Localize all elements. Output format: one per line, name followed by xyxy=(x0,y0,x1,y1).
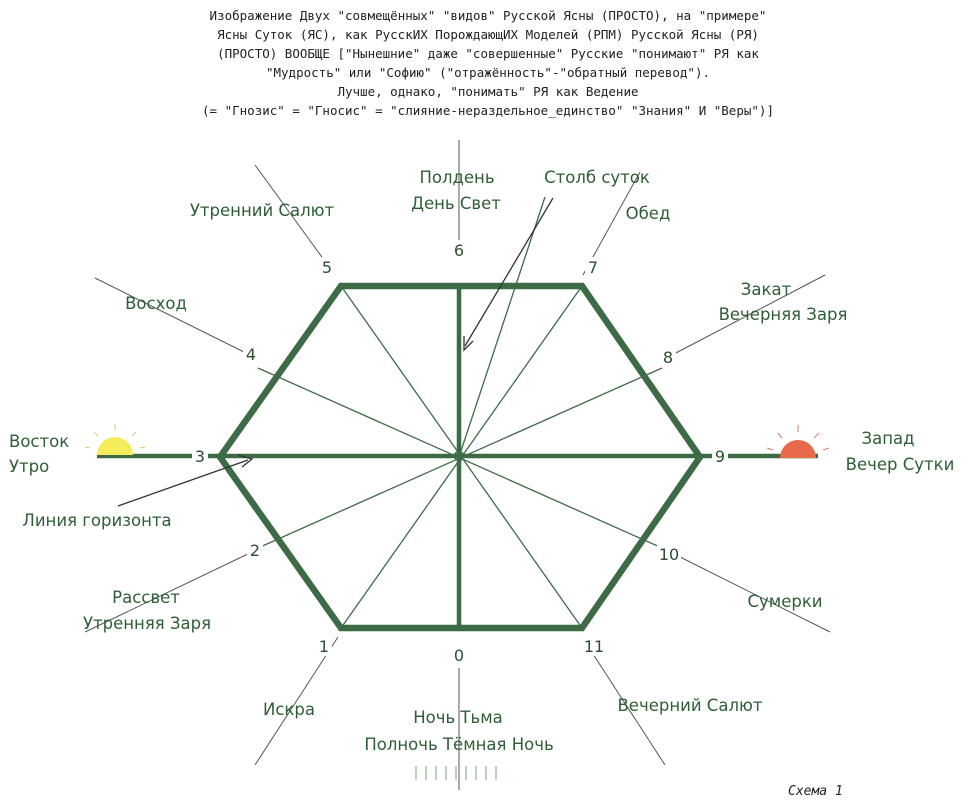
pointer-arrows xyxy=(118,198,553,506)
sun-half-disc xyxy=(780,440,816,458)
sunrise-icon xyxy=(85,424,145,455)
label-noon: Полдень xyxy=(419,168,495,187)
title-line: (= "Гнозис" = "Гносис" = "слияние-нераздельное_единство" "Знания" И "Веры")] xyxy=(202,103,774,118)
sun-half-disc xyxy=(97,437,133,455)
hour-number-4: 4 xyxy=(245,345,257,364)
sun-ray xyxy=(823,448,829,450)
sun-ray xyxy=(140,447,145,448)
label-day-light: День Свет xyxy=(411,194,501,213)
hour-number-5: 5 xyxy=(321,258,333,277)
label-sunrise: Восход xyxy=(125,294,187,313)
label-midnight: Полночь Тёмная Ночь xyxy=(364,735,554,754)
horizon-arrow-line xyxy=(118,460,248,506)
label-evening-salute: Вечерний Салют xyxy=(617,696,763,715)
hour-number-10: 10 xyxy=(658,545,680,564)
sun-ray xyxy=(767,448,773,450)
label-evening-dawn: Вечерняя Заря xyxy=(718,305,848,324)
spoke-pillar-tip xyxy=(459,197,545,457)
sun-ray xyxy=(814,433,819,438)
ray-4 xyxy=(95,278,250,355)
pillar-arrow-line xyxy=(465,198,553,346)
title-line: Ясны Суток (ЯС), как РусскИХ ПорождающИХ Моделей (РПМ) Русской Ясны (РЯ) xyxy=(217,27,759,42)
label-lunch: Обед xyxy=(625,204,671,223)
label-twilight: Сумерки xyxy=(747,592,823,611)
figure-caption: Схема 1 xyxy=(788,784,843,799)
hour-number-8: 8 xyxy=(662,348,674,367)
title-line: Изображение Двух "совмещённых" "видов" Русской Ясны (ПРОСТО), на "примере" xyxy=(209,8,767,23)
hour-number-9: 9 xyxy=(714,447,726,466)
label-evening-day: Вечер Сутки xyxy=(845,455,955,474)
label-morning-salute: Утренний Салют xyxy=(189,201,335,220)
title-line: Лучше, однако, "понимать" РЯ как Ведение xyxy=(337,84,639,99)
diagram-labels xyxy=(9,168,954,754)
hour-number-6: 6 xyxy=(453,241,465,260)
sun-ray xyxy=(778,433,782,438)
label-night-darkness: Ночь Тьма xyxy=(413,708,503,727)
sunset-icon xyxy=(767,425,829,458)
hour-number-0: 0 xyxy=(453,646,465,665)
sun-ray xyxy=(132,432,136,436)
title-line: (ПРОСТО) ВООБЩЕ ["Нынешние" даже "совершенные" Русские "понимают" РЯ как xyxy=(217,46,759,61)
label-morning-dawn: Утренняя Заря xyxy=(82,614,212,633)
label-pillar: Столб суток xyxy=(544,168,650,187)
label-west: Запад xyxy=(861,429,915,448)
label-dawn: Рассвет xyxy=(112,588,180,607)
hour-number-11: 11 xyxy=(583,637,605,656)
bottom-ticks xyxy=(416,766,496,780)
label-east: Восток xyxy=(9,432,70,451)
pillar-arrow-head xyxy=(464,336,473,350)
hour-number-2: 2 xyxy=(249,541,261,560)
label-morning: Утро xyxy=(9,457,50,476)
label-sunset: Закат xyxy=(740,280,792,299)
hour-number-1: 1 xyxy=(318,637,330,656)
hour-number-7: 7 xyxy=(587,258,599,277)
sun-ray xyxy=(94,432,98,436)
label-horizon-line: Линия горизонта xyxy=(22,511,172,530)
hour-number-3: 3 xyxy=(194,447,206,466)
sun-ray xyxy=(85,447,90,448)
label-spark: Искра xyxy=(263,700,315,719)
title-line: "Мудрость" или "Софию" ("отражённость"-"обратный перевод"). xyxy=(265,65,710,80)
